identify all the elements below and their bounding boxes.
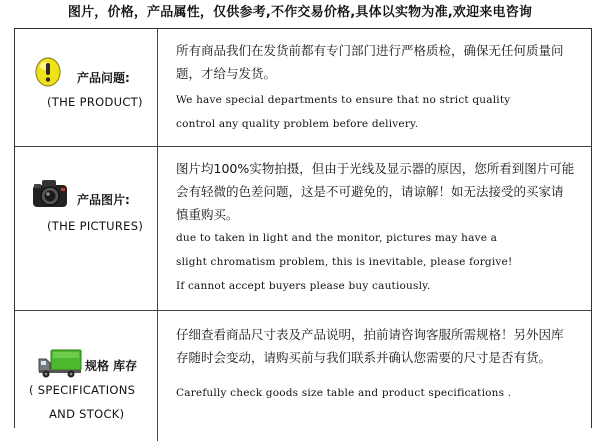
text-en-line: If cannot accept buyers please buy cautiously. [176,280,431,292]
section-product-label-cell [15,29,158,146]
section-specifications-label-cell [15,311,158,441]
section-title-en-continued: AND STOCK) [49,407,125,421]
text-en-line: Carefully check goods size table and product specifications . [176,387,512,399]
text-en-line: We have special departments to ensure that no strict quality [176,94,511,106]
section-pictures [15,147,591,311]
section-pictures-text-cell [158,147,591,310]
section-specifications [15,311,591,441]
section-title-cn: 产品图片: [77,193,130,207]
section-product [15,29,591,147]
camera-icon [31,177,69,209]
section-title-en: (THE PRODUCT) [47,95,143,109]
text-cn-line: 题，才给与发货。 [176,66,277,81]
text-en-line: due to taken in light and the monitor, pictures may have a [176,232,498,244]
exclamation-circle-icon [35,57,61,87]
delivery-truck-icon [37,347,83,379]
text-cn-line: 图片均100%实物拍摄，但由于光线及显示器的原因，您所看到图片可能 [176,161,575,176]
text-cn-line: 所有商品我们在发货前都有专门部门进行严格质检，确保无任何质量问 [176,43,564,58]
section-title-en: ( SPECIFICATIONS [29,383,136,397]
section-product-text-cell [158,29,591,146]
text-cn-line: 仔细查看商品尺寸表及产品说明，拍前请咨询客服所需规格！另外因库 [176,327,564,342]
section-title-en: (THE PICTURES) [47,219,144,233]
text-cn-line: 会有轻微的色差问题，这是不可避免的，请谅解！如无法接受的买家请 [176,184,564,199]
text-cn-line: 存随时会变动，请购买前与我们联系并确认您需要的尺寸是否有货。 [176,350,552,365]
section-pictures-label-cell [15,147,158,310]
text-en-line: control any quality problem before delivery. [176,118,419,130]
info-table [14,28,592,428]
section-title-cn: 规格 库存 [85,359,138,373]
text-cn-line: 慎重购买。 [176,207,239,222]
notice-header: 图片，价格，产品属性，仅供参考,不作交易价格,具体以实物为准,欢迎来电咨询 [67,5,533,20]
text-en-line: slight chromatism problem, this is inevitable, please forgive! [176,256,513,268]
section-specifications-text-cell [158,311,591,441]
section-title-cn: 产品问题: [77,71,130,85]
